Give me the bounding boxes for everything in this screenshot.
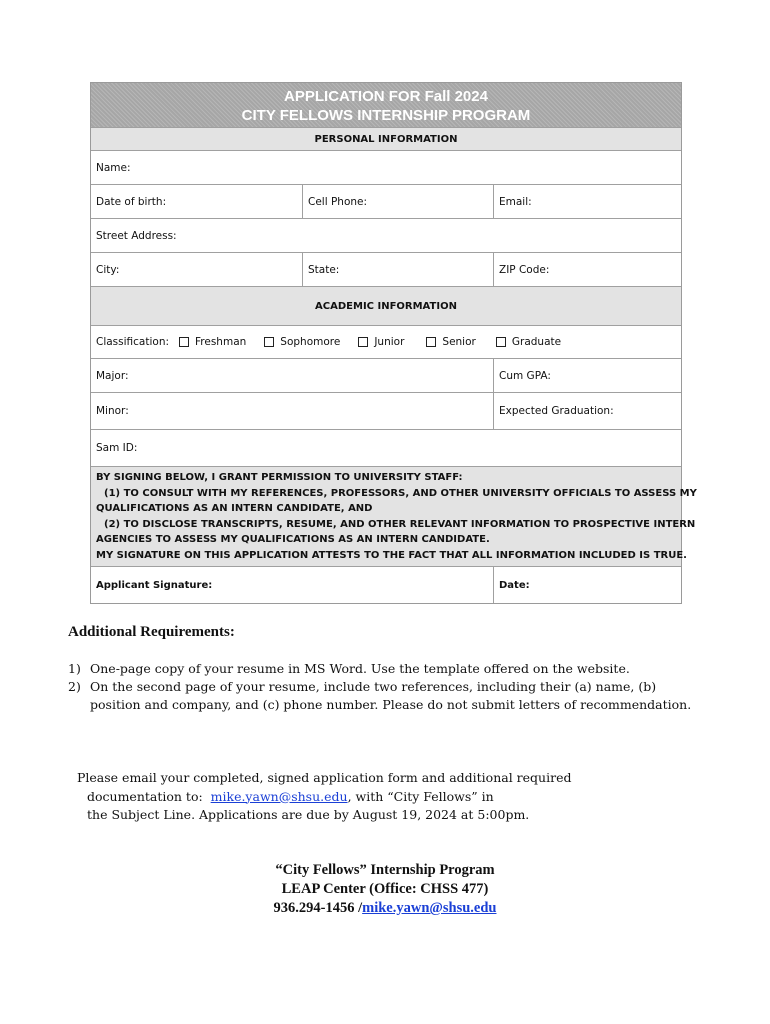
state-label: State: xyxy=(308,263,340,276)
checkbox-graduate[interactable] xyxy=(496,337,506,347)
email-field[interactable] xyxy=(493,185,681,218)
list-item xyxy=(68,660,698,678)
footer-contact xyxy=(0,899,770,918)
permission-statement xyxy=(91,467,697,566)
form-title xyxy=(91,83,681,127)
name-field[interactable] xyxy=(91,151,681,184)
minor-label: Minor: xyxy=(96,405,129,417)
email-label: Email: xyxy=(499,195,532,208)
minor-field[interactable] xyxy=(91,393,493,429)
option-senior[interactable] xyxy=(426,336,475,348)
graduation-label: Expected Graduation: xyxy=(499,405,614,417)
academic-info-header: ACADEMIC INFORMATION xyxy=(91,287,681,325)
submission-instructions xyxy=(77,769,571,825)
list-item-text: On the second page of your resume, include two references, including their (a) name, (b) position and company, and (c) phone number. Please do not submit letters of recommendation. xyxy=(90,679,692,712)
footer-email-link[interactable]: mike.yawn@shsu.edu xyxy=(362,900,497,916)
list-item xyxy=(68,678,698,714)
submission-line2 xyxy=(77,788,571,807)
permission-line: MY SIGNATURE ON THIS APPLICATION ATTESTS TO THE FACT THAT ALL INFORMATION INCLUDED IS TRUE. xyxy=(96,549,687,561)
zip-field[interactable] xyxy=(493,253,681,286)
date-label: Date: xyxy=(499,579,530,591)
permission-line: (2) TO DISCLOSE TRANSCRIPTS, RESUME, AND OTHER RELEVANT INFORMATION TO PROSPECTIVE INTERN xyxy=(104,518,696,530)
major-label: Major: xyxy=(96,369,129,382)
submission-email-link[interactable]: mike.yawn@shsu.edu xyxy=(210,788,348,804)
checkbox-senior[interactable] xyxy=(426,337,436,347)
graduation-field[interactable] xyxy=(493,393,681,429)
submission-suffix: , with “City Fellows” in xyxy=(347,788,494,804)
list-item-text: One-page copy of your resume in MS Word. Use the template offered on the website. xyxy=(90,661,630,676)
form-title-line1: APPLICATION FOR Fall 2024 xyxy=(284,88,488,105)
option-junior-label: Junior xyxy=(374,336,405,348)
gpa-field[interactable] xyxy=(493,359,681,392)
sam-id-label: Sam ID: xyxy=(96,442,138,454)
option-graduate[interactable] xyxy=(496,336,561,348)
footer xyxy=(0,861,770,918)
street-address-field[interactable] xyxy=(91,219,681,252)
permission-line: QUALIFICATIONS AS AN INTERN CANDIDATE, AND xyxy=(96,503,373,515)
date-field[interactable] xyxy=(493,567,681,603)
gpa-label: Cum GPA: xyxy=(499,369,551,382)
city-field[interactable] xyxy=(91,253,302,286)
option-senior-label: Senior xyxy=(442,336,476,348)
footer-phone: 936.294-1456 / xyxy=(273,900,363,916)
footer-office: LEAP Center (Office: CHSS 477) xyxy=(281,881,489,897)
classification-label: Classification: xyxy=(96,336,170,348)
permission-line: AGENCIES TO ASSESS MY QUALIFICATIONS AS AN INTERN CANDIDATE. xyxy=(96,534,490,546)
list-item-number: 2) xyxy=(68,679,81,694)
checkbox-sophomore[interactable] xyxy=(264,337,274,347)
footer-program: “City Fellows” Internship Program xyxy=(275,862,495,878)
option-graduate-label: Graduate xyxy=(511,336,562,348)
list-item-number: 1) xyxy=(68,661,81,676)
street-address-label: Street Address: xyxy=(96,229,177,242)
submission-prefix: documentation to: xyxy=(87,788,203,804)
checkbox-junior[interactable] xyxy=(358,337,368,347)
signature-field[interactable] xyxy=(91,567,493,603)
option-sophomore-label: Sophomore xyxy=(280,336,341,348)
cell-phone-field[interactable] xyxy=(302,185,493,218)
option-freshman[interactable] xyxy=(179,336,246,348)
option-junior[interactable] xyxy=(358,336,404,348)
submission-line1: Please email your completed, signed application form and additional required xyxy=(77,770,572,785)
permission-line: BY SIGNING BELOW, I GRANT PERMISSION TO UNIVERSITY STAFF: xyxy=(96,472,463,483)
city-label: City: xyxy=(96,263,120,276)
requirements-title: Additional Requirements: xyxy=(68,624,235,640)
form-title-line2: CITY FELLOWS INTERNSHIP PROGRAM xyxy=(241,107,531,124)
application-form xyxy=(90,82,697,604)
cell-phone-label: Cell Phone: xyxy=(308,195,368,208)
dob-label: Date of birth: xyxy=(96,195,167,208)
sam-id-field[interactable] xyxy=(91,430,681,466)
submission-line3: the Subject Line. Applications are due by August 19, 2024 at 5:00pm. xyxy=(87,807,530,822)
personal-info-header: PERSONAL INFORMATION xyxy=(91,128,681,150)
checkbox-freshman[interactable] xyxy=(179,337,189,347)
option-sophomore[interactable] xyxy=(264,336,340,348)
dob-field[interactable] xyxy=(91,185,302,218)
major-field[interactable] xyxy=(91,359,493,392)
signature-label: Applicant Signature: xyxy=(96,579,213,591)
zip-label: ZIP Code: xyxy=(499,263,550,276)
classification-row xyxy=(91,326,681,358)
name-label: Name: xyxy=(96,161,131,174)
permission-line: (1) TO CONSULT WITH MY REFERENCES, PROFESSORS, AND OTHER UNIVERSITY OFFICIALS TO ASSESS MY xyxy=(104,487,697,499)
option-freshman-label: Freshman xyxy=(195,336,247,348)
requirements-list xyxy=(68,660,698,714)
state-field[interactable] xyxy=(302,253,493,286)
